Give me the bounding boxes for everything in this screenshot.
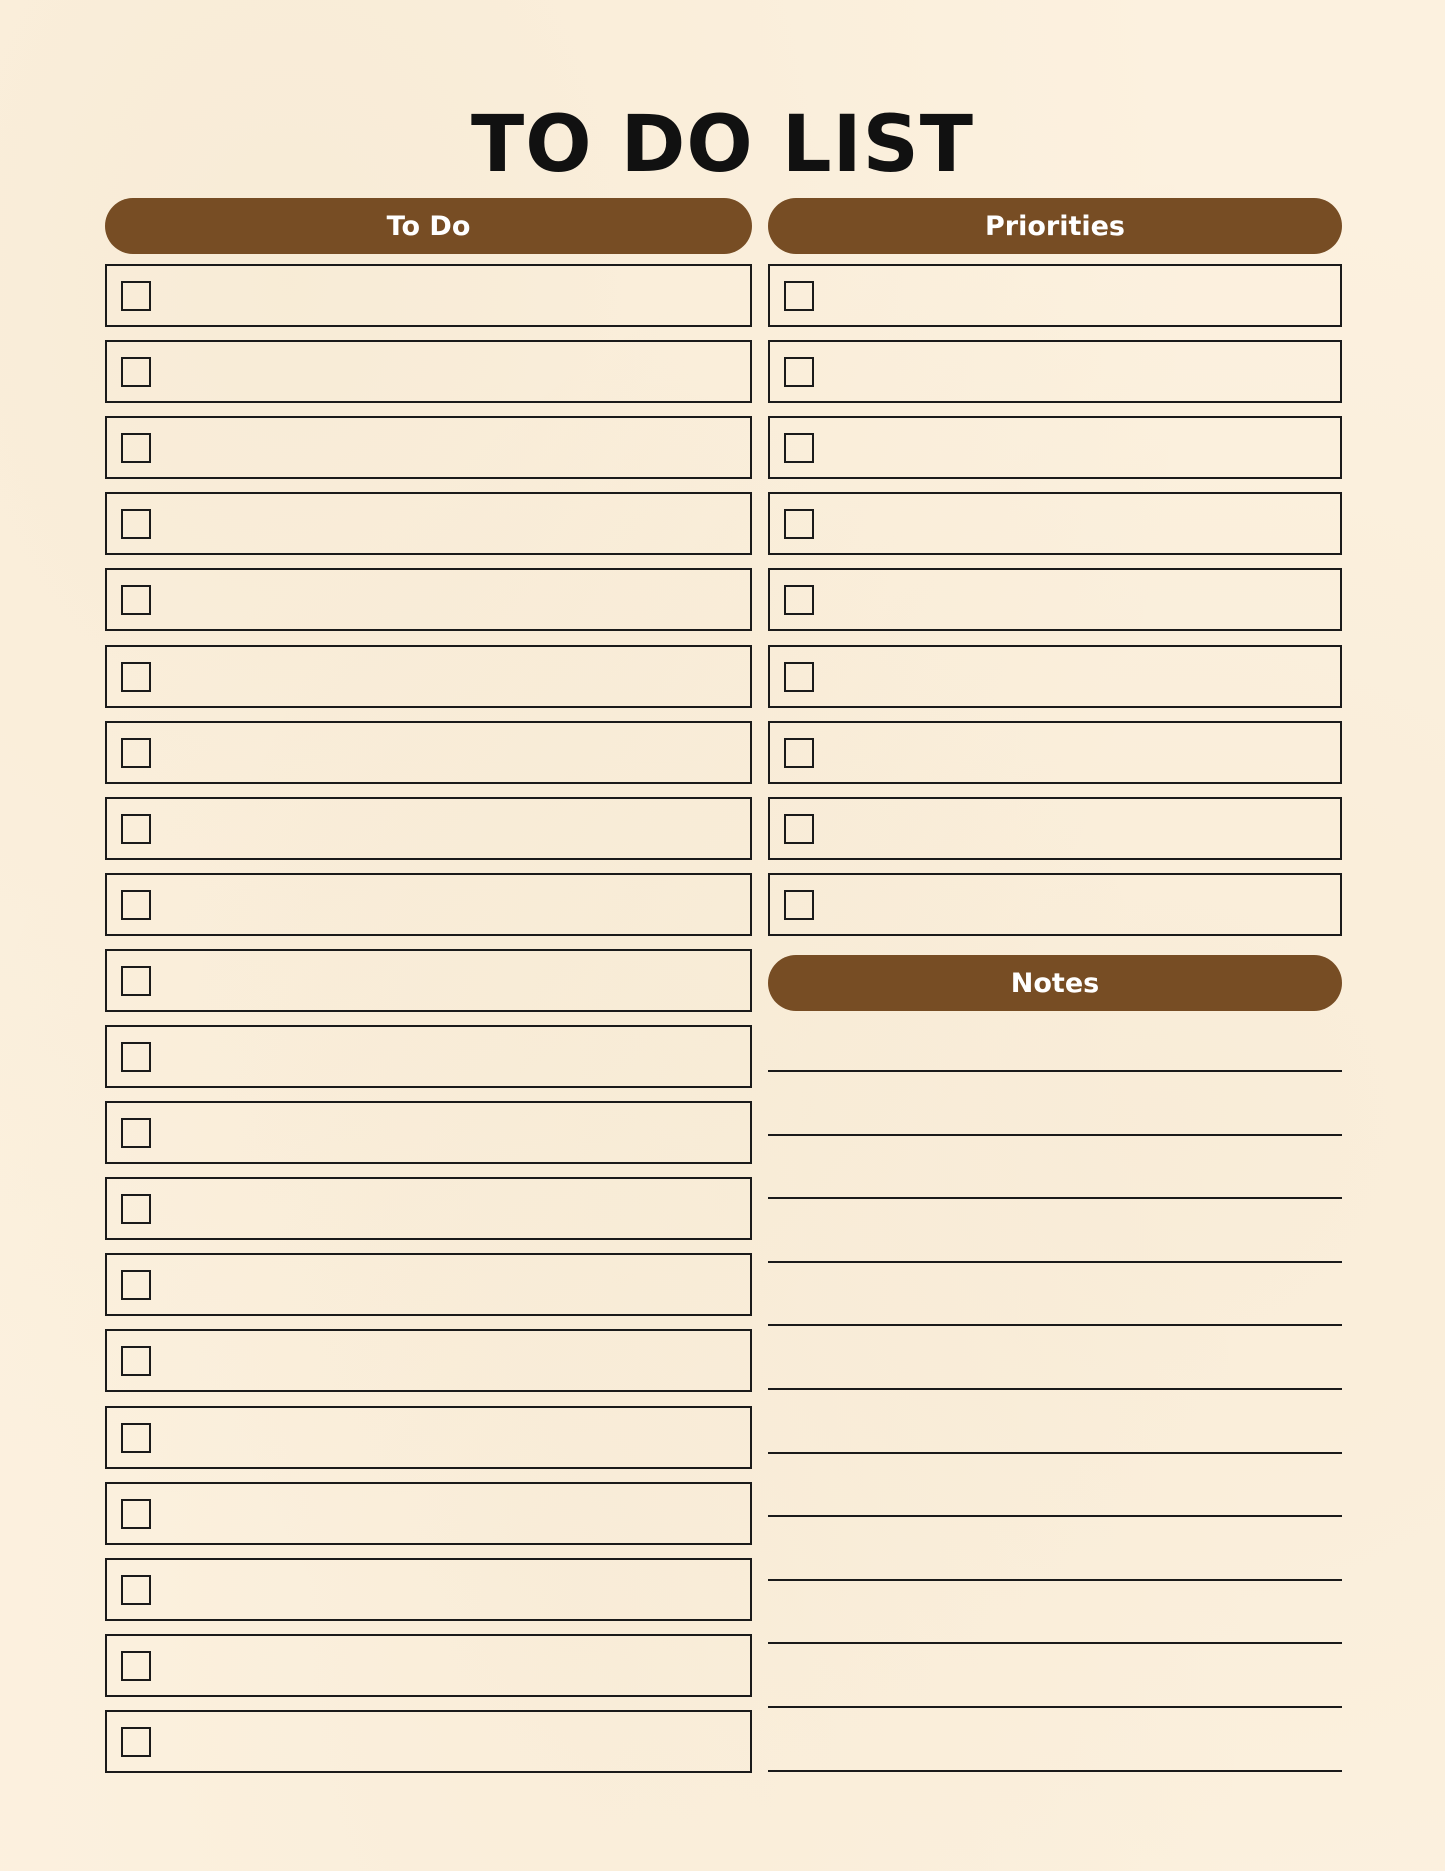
notes-line[interactable]: [768, 1324, 1342, 1326]
priority-row[interactable]: [768, 264, 1342, 327]
todo-row[interactable]: [105, 1710, 752, 1773]
notes-line[interactable]: [768, 1388, 1342, 1390]
todo-checkbox[interactable]: [121, 1270, 151, 1300]
priority-checkbox[interactable]: [784, 662, 814, 692]
notes-line[interactable]: [768, 1134, 1342, 1136]
todo-row[interactable]: [105, 873, 752, 936]
todo-row[interactable]: [105, 568, 752, 631]
todo-checkbox[interactable]: [121, 357, 151, 387]
todo-row[interactable]: [105, 1025, 752, 1088]
priority-checkbox[interactable]: [784, 281, 814, 311]
priority-checkbox[interactable]: [784, 357, 814, 387]
todo-row[interactable]: [105, 797, 752, 860]
todo-row[interactable]: [105, 1177, 752, 1240]
todo-row[interactable]: [105, 1101, 752, 1164]
priority-checkbox[interactable]: [784, 433, 814, 463]
priority-checkbox[interactable]: [784, 890, 814, 920]
todo-checkbox[interactable]: [121, 1499, 151, 1529]
priority-row[interactable]: [768, 721, 1342, 784]
notes-line[interactable]: [768, 1452, 1342, 1454]
todo-row[interactable]: [105, 645, 752, 708]
todo-checkbox[interactable]: [121, 1651, 151, 1681]
priority-row[interactable]: [768, 568, 1342, 631]
todo-row[interactable]: [105, 492, 752, 555]
todo-row[interactable]: [105, 1329, 752, 1392]
todo-checkbox[interactable]: [121, 814, 151, 844]
todo-checkbox[interactable]: [121, 585, 151, 615]
priority-row[interactable]: [768, 340, 1342, 403]
todo-row[interactable]: [105, 1406, 752, 1469]
priority-checkbox[interactable]: [784, 509, 814, 539]
todo-row[interactable]: [105, 340, 752, 403]
priority-row[interactable]: [768, 492, 1342, 555]
todo-checkbox[interactable]: [121, 966, 151, 996]
notes-line[interactable]: [768, 1706, 1342, 1708]
notes-line[interactable]: [768, 1197, 1342, 1199]
todo-checkbox[interactable]: [121, 1042, 151, 1072]
priority-checkbox[interactable]: [784, 585, 814, 615]
notes-header-label: Notes: [1010, 967, 1100, 999]
todo-row[interactable]: [105, 1558, 752, 1621]
notes-line[interactable]: [768, 1770, 1342, 1772]
notes-line[interactable]: [768, 1070, 1342, 1072]
priority-checkbox[interactable]: [784, 738, 814, 768]
todo-checkbox[interactable]: [121, 433, 151, 463]
todo-row[interactable]: [105, 949, 752, 1012]
page-title: TO DO LIST: [471, 100, 974, 190]
todo-header-label: To Do: [386, 210, 471, 242]
notes-line[interactable]: [768, 1261, 1342, 1263]
todo-checkbox[interactable]: [121, 662, 151, 692]
priorities-header-label: Priorities: [984, 210, 1126, 242]
priority-row[interactable]: [768, 416, 1342, 479]
priority-checkbox[interactable]: [784, 814, 814, 844]
todo-checkbox[interactable]: [121, 1346, 151, 1376]
todo-row[interactable]: [105, 264, 752, 327]
todo-row[interactable]: [105, 1482, 752, 1545]
todo-row[interactable]: [105, 721, 752, 784]
todo-checkbox[interactable]: [121, 509, 151, 539]
todo-checkbox[interactable]: [121, 1194, 151, 1224]
todo-header: [105, 198, 752, 254]
priority-row[interactable]: [768, 797, 1342, 860]
priority-row[interactable]: [768, 873, 1342, 936]
todo-checkbox[interactable]: [121, 1727, 151, 1757]
priority-row[interactable]: [768, 645, 1342, 708]
todo-row[interactable]: [105, 1634, 752, 1697]
todo-checkbox[interactable]: [121, 281, 151, 311]
todo-checkbox[interactable]: [121, 738, 151, 768]
todo-checkbox[interactable]: [121, 1118, 151, 1148]
priorities-header: [768, 198, 1342, 254]
todo-row[interactable]: [105, 1253, 752, 1316]
todo-checkbox[interactable]: [121, 890, 151, 920]
notes-line[interactable]: [768, 1642, 1342, 1644]
notes-line[interactable]: [768, 1515, 1342, 1517]
notes-header: [768, 955, 1342, 1011]
todo-row[interactable]: [105, 416, 752, 479]
todo-checkbox[interactable]: [121, 1423, 151, 1453]
todo-checkbox[interactable]: [121, 1575, 151, 1605]
notes-line[interactable]: [768, 1579, 1342, 1581]
